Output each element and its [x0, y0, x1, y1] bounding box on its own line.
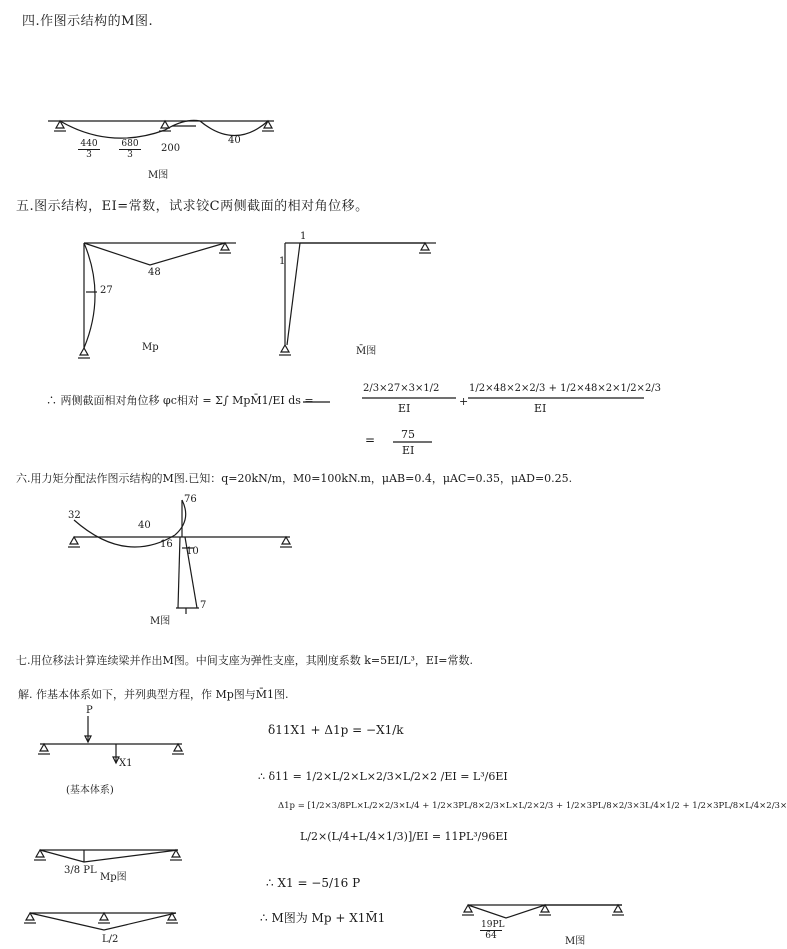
s5-result-num: 75 [401, 428, 415, 441]
s6-label-32: 32 [68, 510, 81, 521]
s5-label-27: 27 [100, 285, 113, 296]
section-7-title: 七.用位移法计算连续梁并作出M图。中间支座为弹性支座，其刚度系数 k=5EI/L³，EI=常数. [16, 654, 474, 667]
s7-equation-1: δ11X1 + Δ1p = −X1/k [268, 723, 404, 737]
s6-label-40: 40 [138, 520, 151, 531]
section-7-solution: 解. 作基本体系如下，并列典型方程，作 Mp图与M̄1图. [18, 688, 289, 701]
s6-label-7: 7 [200, 600, 207, 611]
s4-caption: M图 [148, 170, 169, 181]
s5-equation-numerator: 2/3×27×3×1/2 [363, 383, 440, 394]
s7-m1-label: L/2 [102, 934, 119, 945]
s7-basic-label-x1: X1 [119, 758, 133, 769]
s5-mp-diagram [78, 243, 236, 358]
s4-label-40: 40 [228, 135, 241, 146]
s4-fraction-440-3: $\frac{440}{3}$ [78, 139, 100, 160]
s5-equation-denominator-2: EI [534, 402, 547, 415]
section-6-title: 六.用力矩分配法作图示结构的M图.已知：q=20kN/m，M0=100kN.m，μAB=0.4，μAC=0.35，μAD=0.25. [16, 472, 573, 485]
section-4-title: 四.作图示结构的M图. [22, 14, 154, 29]
s5-equals-sign: = [365, 433, 376, 447]
s7-equation-3b: L/2×(L/4+L/4×1/3)]/EI = 11PL³/96EI [300, 830, 508, 843]
s7-m-label: $\frac{19PL}{64}$ [481, 920, 505, 941]
s7-m-caption: M图 [565, 936, 586, 947]
section-5-title: 五.图示结构，EI=常数，试求铰C两侧截面的相对角位移。 [16, 199, 369, 214]
s5-equation-numerator-2: 1/2×48×2×2/3 + 1/2×48×2×1/2×2/3 [469, 383, 662, 394]
s4-fraction-680-3: $\frac{680}{3}$ [119, 139, 141, 160]
s7-mp-label: 3/8 PL [64, 865, 97, 876]
s7-equation-4: ∴ X1 = −5/16 P [266, 876, 361, 890]
s6-caption: M图 [150, 616, 171, 627]
s5-label-48: 48 [148, 267, 161, 278]
s5-equation-lead: ∴ 两侧截面相对角位移 φc相对 = Σ∫ MpM̄1/EI ds = [46, 394, 314, 407]
s5-result-den: EI [402, 444, 415, 457]
s7-mp-caption: Mp图 [100, 872, 127, 883]
s5-m1-diagram [279, 243, 436, 355]
s6-label-10: 10 [186, 546, 199, 557]
s7-equation-2: ∴ δ11 = 1/2×L/2×L×2/3×L/2×2 /EI = L³/6EI [258, 770, 508, 783]
s5-mp-caption: Mp [142, 342, 159, 353]
s5-equation-lines [303, 398, 644, 442]
s7-equation-5: ∴ M图为 Mp + X1M̄1 [260, 911, 386, 925]
s5-equation-denominator: EI [398, 402, 411, 415]
s5-label-1a: 1 [300, 231, 307, 242]
s4-label-200: 200 [161, 143, 181, 154]
s6-label-76: 76 [184, 494, 197, 505]
s7-mp-diagram [34, 850, 182, 862]
s7-basic-caption: (基本体系) [66, 785, 114, 796]
s5-label-1b: 1 [279, 256, 286, 267]
s7-basic-system-diagram [38, 716, 184, 763]
s5-m1-caption: M̄图 [356, 346, 377, 357]
s7-basic-label-p: P [86, 705, 93, 716]
s7-equation-3a: Δ1p = [1/2×3/8PL×L/2×2/3×L/4 + 1/2×3PL/8×2/3×L×L/2×2/3 + 1/2×3PL/8×2/3×3L/4×1/2 + 1/2×3PL/8×L/4×2/3× [278, 801, 787, 811]
s5-equation-plus: + [459, 395, 469, 408]
s7-m1-diagram [24, 913, 178, 930]
s6-moment-diagram [68, 500, 292, 614]
s7-m-diagram [462, 905, 624, 918]
s6-label-16: 16 [160, 539, 173, 550]
